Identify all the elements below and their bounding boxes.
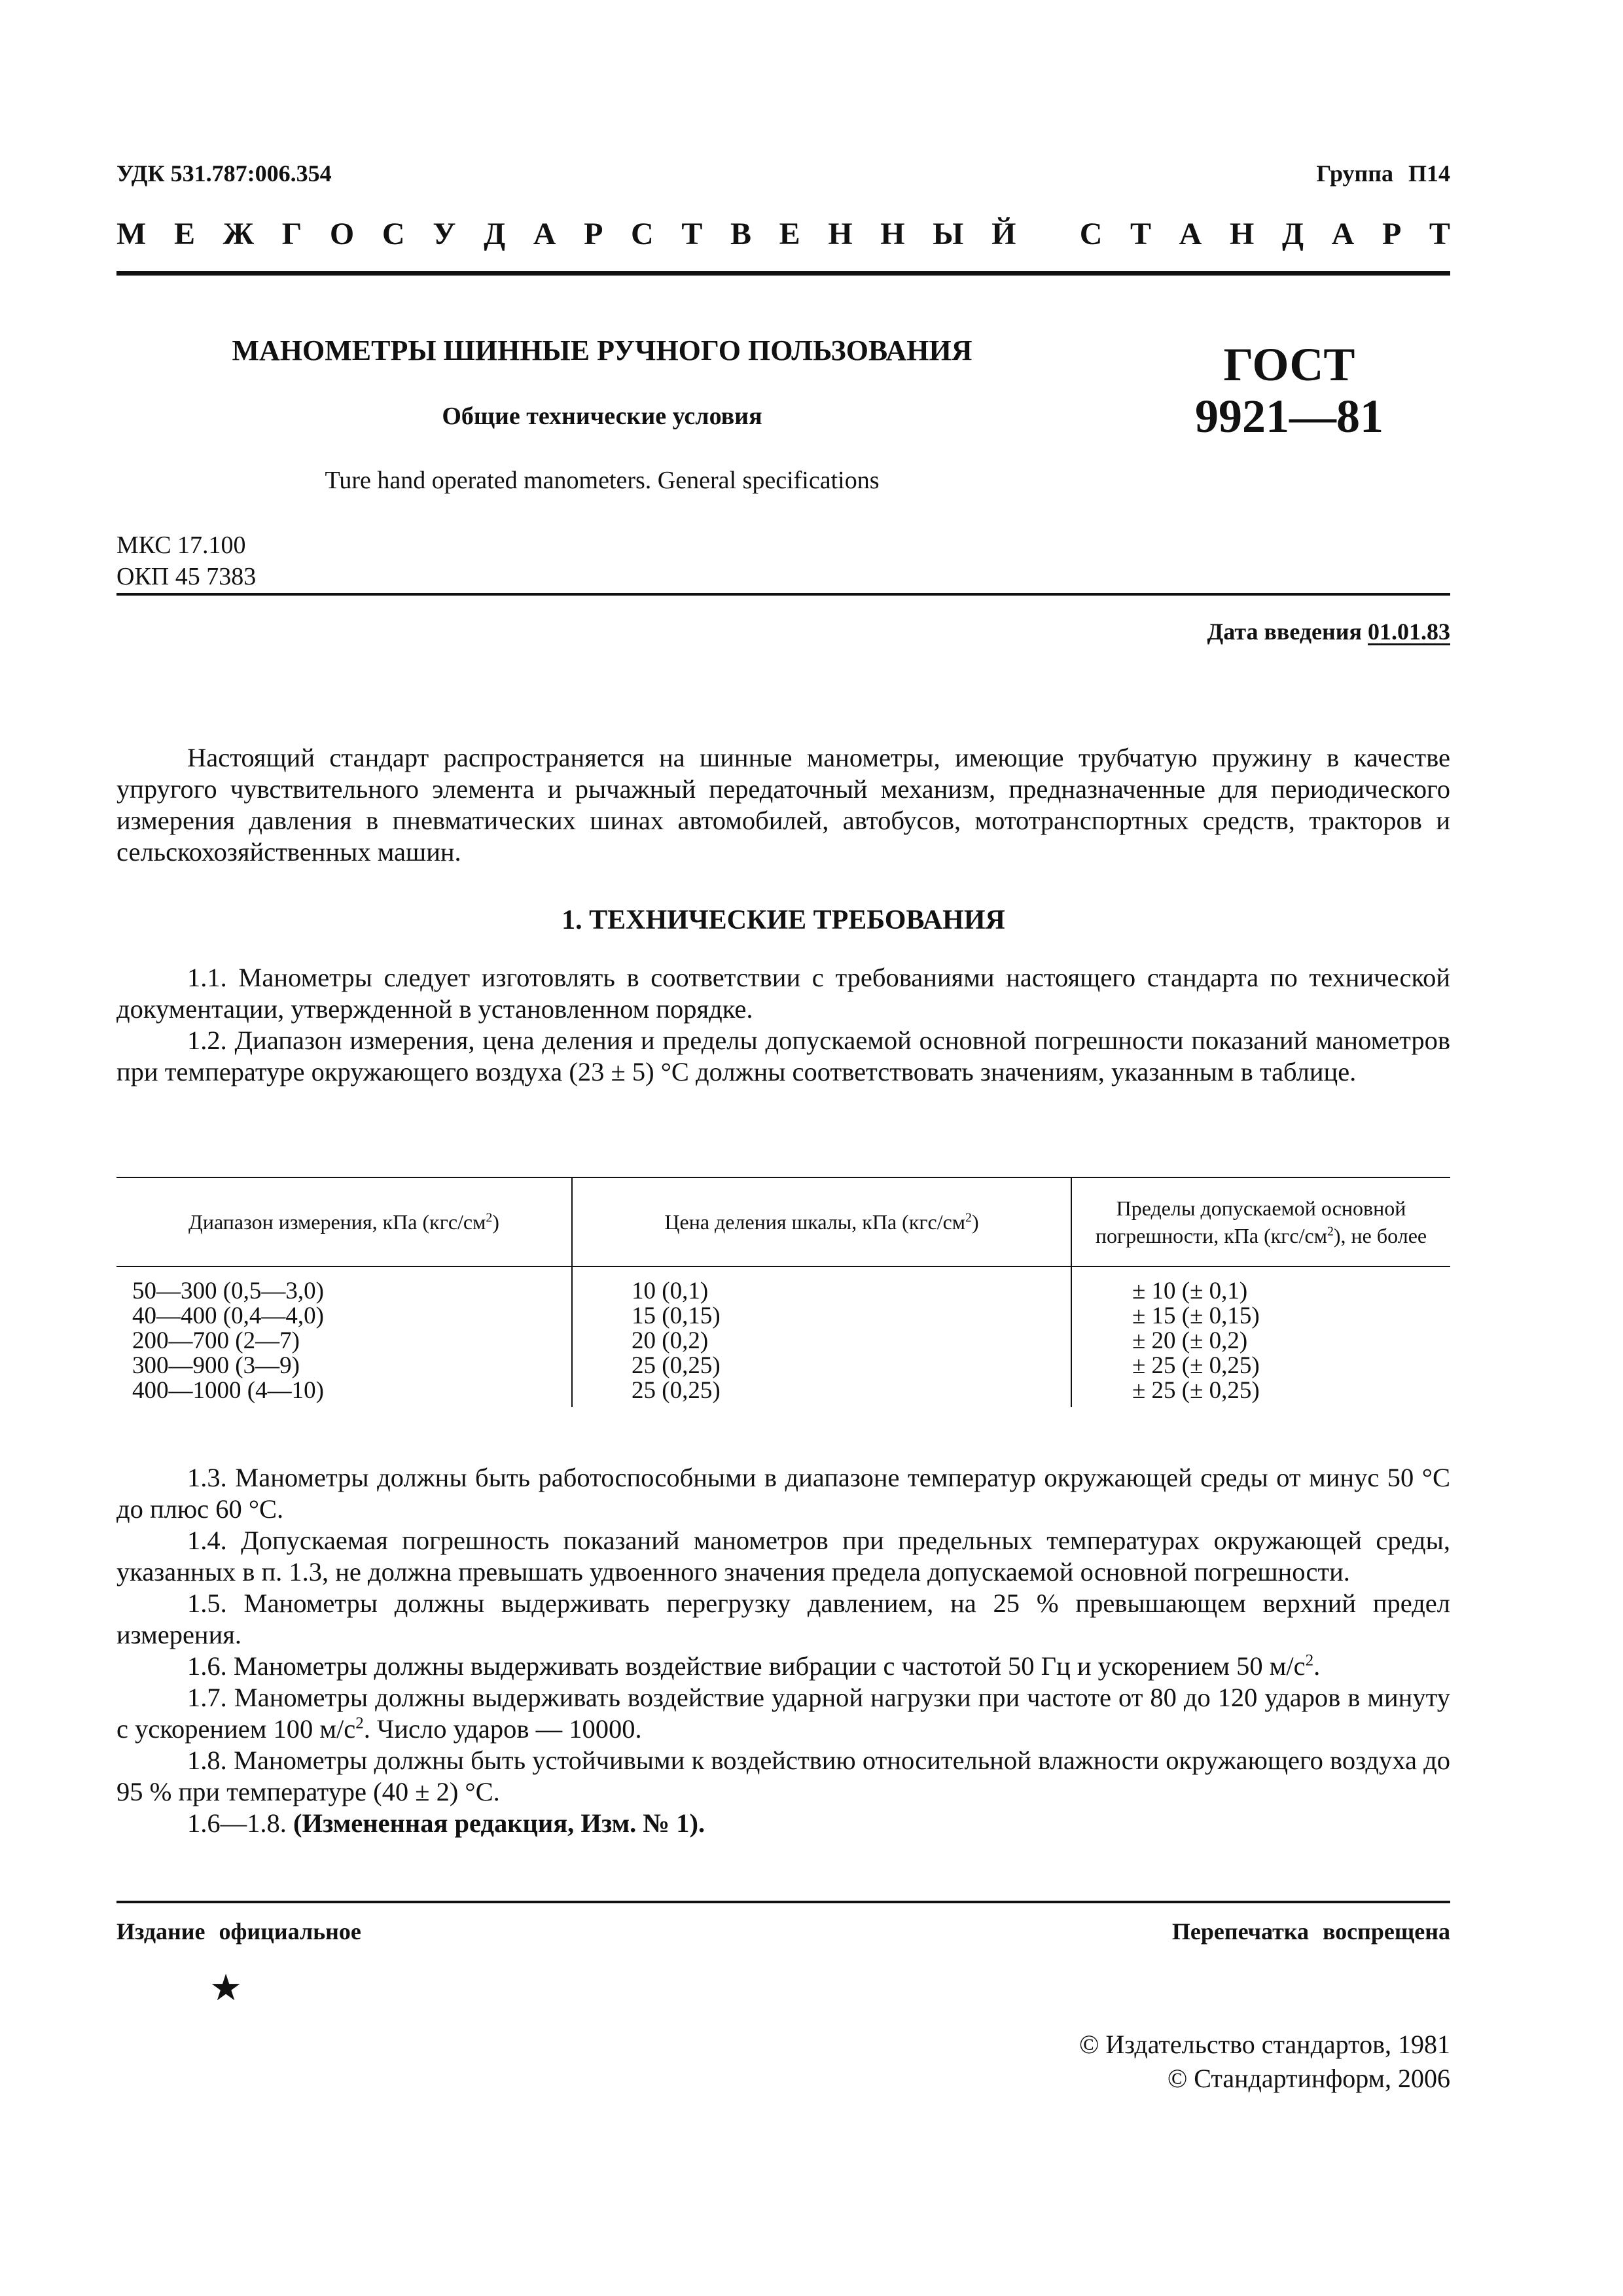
heading-letter: С [1079,217,1103,251]
error-cell: ± 15 (± 0,15) [1132,1302,1260,1329]
heading-letter: М [116,217,147,251]
clauses-1-1-1-2 [116,962,1450,1088]
heading-letter: Т [1130,217,1152,251]
error-cell: ± 25 (± 0,25) [1132,1377,1260,1404]
heading-letter: Д [1281,217,1304,251]
error-cell: ± 10 (± 0,1) [1132,1278,1248,1304]
heading-letter: Е [173,217,195,251]
error-cell: ± 20 (± 0,2) [1132,1327,1248,1354]
heading-letter: Ы [933,217,964,251]
division-column [572,1266,1071,1407]
heading-letter: Т [1429,217,1450,251]
heading-letter: Е [779,217,800,251]
heading-letter: Н [880,217,905,251]
clause-1-4: 1.4. Допускаемая погрешность показаний манометров при предельных температурах окружающей среды, указанных в п. 1.3, не должна превышать удвоенного значения предела допускаемой основной погрешности. [116,1526,1450,1587]
heading-letter: Г [281,217,302,251]
clause-1-3: 1.3. Манометры должны быть работоспособными в диапазоне температур окружающей среды от минус 50 °С до плюс 60 °С. [116,1463,1450,1524]
heading-letter: С [631,217,654,251]
footer-line [116,1918,1450,1945]
heading-letter: Р [1382,217,1402,251]
specification-table [116,1177,1450,1407]
header-error: Пределы допускаемой основной погрешности, кПа $(кгс/см^2)$, не более [1071,1177,1450,1266]
heading-letter: А [533,217,556,251]
mks-code: МКС 17.100 [116,531,246,559]
heading-letter: С [382,217,405,251]
english-title: Ture hand operated manometers. General specifications [325,467,880,494]
header-rule [116,271,1450,276]
division-cell: 15 (0,15) [632,1302,721,1329]
clause-1-6: 1.6. Манометры должны выдерживать воздействие вибрации с частотой 50 Гц и ускорением 50 $м/с^2$. [187,1651,1321,1681]
footer-rule [116,1901,1450,1903]
heading-letter: О [329,217,355,251]
introduction-date [1207,618,1451,645]
clause-1-8: 1.8. Манометры должны быть устойчивыми к воздействию относительной влажности окружающего воздуха до 95 % при температуре (40 ± 2) °С. [116,1746,1450,1806]
introduction-date-label: Дата введения [1207,619,1362,645]
heading-letter: Н [1229,217,1255,251]
gost-label: ГОСТ [1223,338,1355,391]
heading-letter: Д [484,217,506,251]
clause-1-1: 1.1. Манометры следует изготовлять в соответствии с требованиями настоящего стандарта по технической документации, утвержденной в установленном порядке. [116,963,1450,1024]
intro-paragraph: Настоящий стандарт распространяется на шинные манометры, имеющие трубчатую пружину в качестве упругого чувствительного элемента и рычажный передаточный механизм, предназначенные для периодического измерения давления в пневматических шинах автомобилей, автобусов, мототранспортных средств, тракторов и сельскохозяйственных машин. [116,743,1450,867]
codes-rule [116,593,1450,596]
interstate-standard-heading [116,216,1450,252]
heading-letter: В [730,217,752,251]
range-cell: 300—900 (3—9) [132,1352,300,1379]
amendment-note: 1.6—1.8. (Измененная редакция, Изм. № 1). [187,1808,705,1838]
star-icon: ★ [209,1968,243,2009]
error-column [1071,1266,1450,1407]
division-cell: 20 (0,2) [632,1327,709,1354]
clause-1-2: 1.2. Диапазон измерения, цена деления и пределы допускаемой основной погрешности показаний манометров при температуре окружающего воздуха (23 ± 5) °С должны соответствовать значениям, указанным в таблице. [116,1026,1450,1086]
division-cell: 25 (0,25) [632,1352,721,1379]
heading-letter: А [1331,217,1355,251]
range-cell: 200—700 (2—7) [132,1327,300,1354]
copyright-2006: © Стандартинформ, 2006 [1167,2064,1450,2093]
reprint-prohibited: Перепечатка воспрещена [1171,1918,1450,1945]
heading-letter: Н [828,217,853,251]
heading-letter: Т [681,217,703,251]
error-cell: ± 25 (± 0,25) [1132,1352,1260,1379]
okp-code: ОКП 45 7383 [116,562,257,590]
gost-number: 9921—81 [1195,390,1383,443]
copyright-block [1079,2028,1450,2096]
header-division: Цена деления шкалы, кПа $(кгс/см^2)$ [572,1177,1071,1266]
clause-1-5: 1.5. Манометры должны выдерживать перегрузку давлением, на 25 % превышающем верхний предел измерения. [116,1588,1450,1649]
word-gap [1044,216,1052,252]
classification-codes [116,530,256,592]
heading-letter: Й [991,217,1016,251]
table-body-row [116,1266,1450,1407]
table-header-row [116,1177,1450,1266]
document-title: МАНОМЕТРЫ ШИННЫЕ РУЧНОГО ПОЛЬЗОВАНИЯ [232,334,972,367]
range-column [116,1266,572,1407]
clause-1-7: 1.7. Манометры должны выдерживать воздействие ударной нагрузки при частоте от 80 до 120 ударов в минуту с ускорением 100 $м/с^2$. Число ударов — 10000. [116,1683,1450,1744]
heading-letter: У [433,217,456,251]
official-edition: Издание официальное [116,1918,361,1945]
copyright-1981: © Издательство стандартов, 1981 [1079,2030,1450,2059]
clauses-1-3-1-8 [116,1462,1450,1839]
division-cell: 25 (0,25) [632,1377,721,1404]
document-subtitle: Общие технические условия [442,403,762,430]
section-1-title: 1. ТЕХНИЧЕСКИЕ ТРЕБОВАНИЯ [562,905,1005,935]
division-cell: 10 (0,1) [632,1278,709,1304]
heading-letter: Р [584,217,603,251]
heading-letter: А [1179,217,1202,251]
range-cell: 40—400 (0,4—4,0) [132,1302,324,1329]
heading-letter: Ж [223,217,255,251]
range-cell: 50—300 (0,5—3,0) [132,1278,324,1304]
udk-code: УДК 531.787:006.354 [116,160,332,187]
header-range: Диапазон измерения, кПа $(кгс/см^2)$ [116,1177,572,1266]
gost-designation [1152,339,1427,442]
range-cell: 400—1000 (4—10) [132,1377,324,1404]
introduction-date-value: 01.01.83 [1368,619,1450,645]
group-code: Группа П14 [1316,160,1450,187]
